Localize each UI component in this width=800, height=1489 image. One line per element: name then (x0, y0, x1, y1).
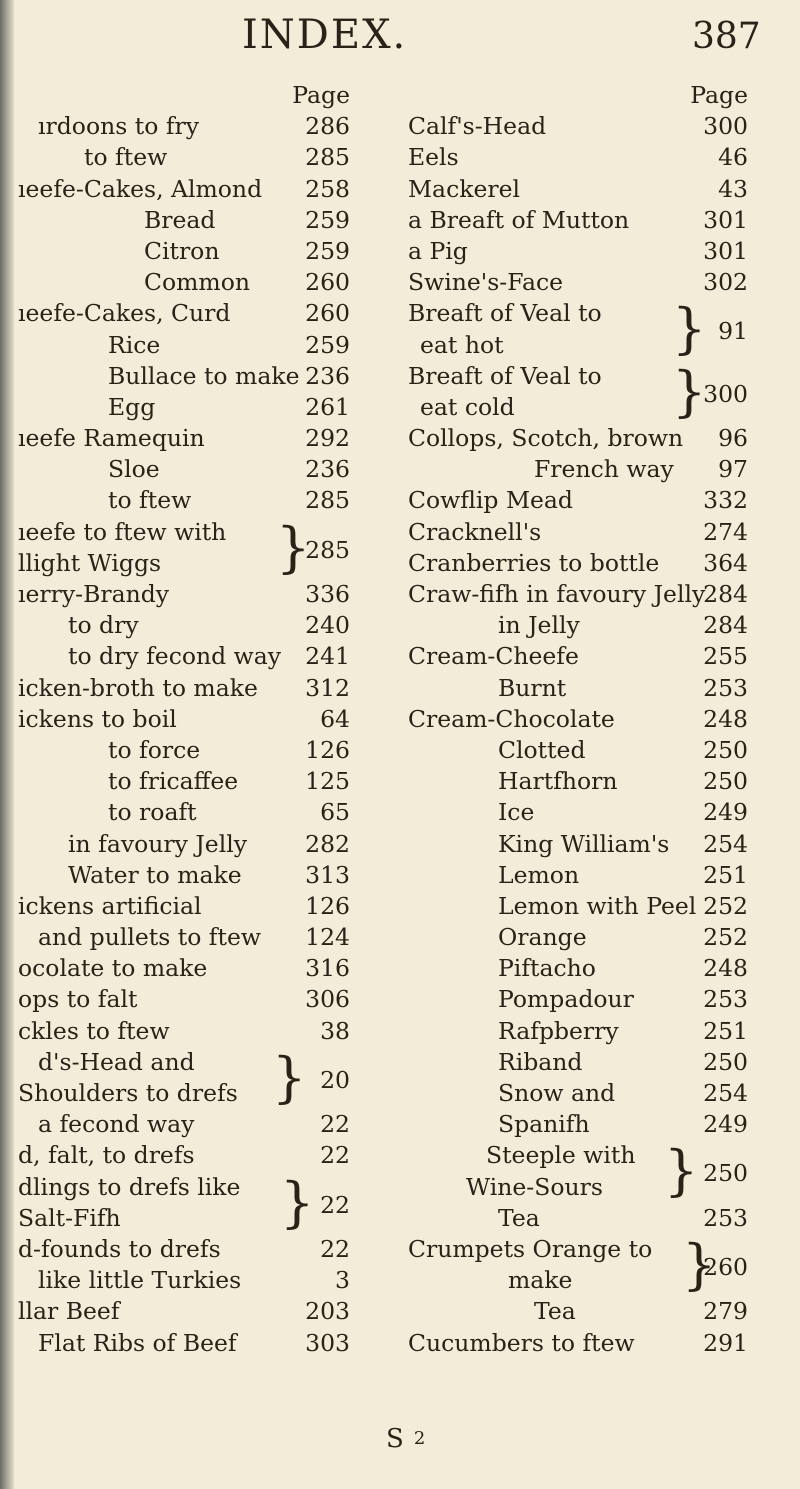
index-entry (18, 641, 350, 672)
entry-text: Pompadour (498, 985, 634, 1014)
entry-text: ırdoons to fry (38, 112, 200, 141)
entry-text: Cowflip Mead (408, 486, 573, 515)
entry-text: Collops, Scotch, brown (408, 424, 684, 453)
index-entry-group (18, 1172, 350, 1234)
index-entry (18, 423, 350, 454)
entry-text: to dry fecond way (68, 642, 282, 671)
entry-text: ops to falt (18, 985, 138, 1014)
page-title: INDEX. (242, 12, 408, 58)
entry-text-line: make (508, 1266, 573, 1295)
entry-text: ickens to boil (18, 704, 177, 733)
index-entry (18, 610, 350, 641)
entry-text: Cream-Chocolate (408, 704, 615, 733)
page-column-label: Page (690, 81, 748, 109)
entry-text: d-founds to drefs (18, 1234, 221, 1263)
entry-page: 240 (305, 611, 350, 640)
index-entry-group (408, 1140, 748, 1202)
entry-text: Cucumbers to ftew (408, 1328, 635, 1357)
index-entry (18, 1234, 350, 1265)
entry-text: Riband (498, 1047, 583, 1076)
index-entry (18, 1140, 350, 1171)
index-entry-group (18, 1047, 350, 1109)
index-entry (408, 142, 748, 173)
index-entry (18, 330, 350, 361)
brace-icon: } (682, 1232, 717, 1296)
index-entry (18, 922, 350, 953)
index-entry (408, 704, 748, 735)
entry-page: 286 (305, 112, 350, 141)
index-entry (18, 1016, 350, 1047)
brace-icon: } (280, 1170, 315, 1234)
entry-page: 260 (305, 299, 350, 328)
index-entry (408, 517, 748, 548)
entry-text: like little Turkies (38, 1266, 242, 1295)
brace-icon: } (672, 359, 707, 423)
index-entry (408, 829, 748, 860)
entry-page: 261 (305, 392, 350, 421)
entry-text: Lemon with Peel (498, 891, 697, 920)
entry-text: ıeefe-Cakes, Curd (18, 299, 231, 328)
entry-page: 126 (305, 735, 350, 764)
entry-page: 316 (305, 954, 350, 983)
entry-text: to fricaffee (108, 767, 239, 796)
entry-text: a fecond way (38, 1110, 195, 1139)
entry-page: 125 (305, 767, 350, 796)
index-entry (408, 579, 748, 610)
entry-text: to roaft (108, 798, 197, 827)
index-entry-group (408, 361, 748, 423)
index-entry (18, 236, 350, 267)
entry-page: 251 (703, 1016, 748, 1045)
entry-text: Tea (498, 1203, 540, 1232)
index-entry-group (408, 1234, 748, 1296)
index-entry (18, 953, 350, 984)
index-entry (18, 205, 350, 236)
entry-page: 285 (305, 535, 350, 564)
index-entry (18, 673, 350, 704)
index-entry (18, 174, 350, 205)
entry-text: in Jelly (498, 611, 580, 640)
entry-page: 259 (305, 205, 350, 234)
entry-text: Bullace to make (108, 361, 300, 390)
index-entry (408, 1328, 748, 1359)
entry-page: 64 (320, 704, 350, 733)
entry-page: 250 (703, 1159, 748, 1188)
entry-text: Spanifh (498, 1110, 590, 1139)
entry-text: Flat Ribs of Beef (38, 1328, 237, 1357)
entry-page: 254 (703, 1079, 748, 1107)
entry-text: Burnt (498, 673, 567, 702)
entry-text-line: Crumpets Orange to (408, 1234, 653, 1263)
entry-text: in favoury Jelly (68, 829, 248, 858)
index-entry (18, 361, 350, 392)
brace-icon: } (664, 1139, 699, 1203)
entry-page: 313 (305, 860, 350, 889)
entry-page: 46 (718, 143, 748, 172)
entry-text-line: Wine-Sours (466, 1172, 603, 1201)
entry-page: 249 (703, 798, 748, 827)
entry-text: Craw-fifh in favoury Jelly (408, 580, 706, 608)
entry-text: Common (144, 268, 250, 297)
index-entry (408, 766, 748, 797)
index-column-right (408, 80, 748, 1359)
index-entry (18, 298, 350, 329)
index-entry (18, 454, 350, 485)
index-entry (408, 111, 748, 142)
index-entry (18, 1265, 350, 1296)
entry-text: Citron (144, 236, 220, 265)
entry-page: 282 (305, 829, 350, 858)
entry-page: 336 (305, 580, 350, 608)
entry-page: 291 (703, 1328, 748, 1357)
entry-text: ocolate to make (18, 954, 208, 983)
entry-page: 303 (305, 1328, 350, 1357)
entry-text: Egg (108, 392, 156, 421)
entry-page: 260 (305, 268, 350, 297)
page-number: 387 (692, 16, 761, 57)
entry-page: 255 (703, 642, 748, 671)
index-entry (18, 735, 350, 766)
index-entry (408, 984, 748, 1015)
entry-page: 38 (320, 1016, 350, 1045)
entry-text-line: d's-Head and (38, 1047, 195, 1076)
entry-page: 254 (703, 829, 748, 858)
index-entry (18, 392, 350, 423)
page-header (0, 12, 800, 72)
entry-text: Tea (534, 1297, 576, 1326)
index-entry (18, 891, 350, 922)
entry-text-line: Breaft of Veal to (408, 299, 602, 328)
entry-page: 253 (703, 985, 748, 1014)
entry-page: 332 (703, 486, 748, 515)
brace-icon: } (276, 515, 311, 579)
entry-text-line: Shoulders to drefs (18, 1079, 238, 1107)
entry-page: 284 (703, 611, 748, 640)
entry-text: ıerry-Brandy (18, 580, 170, 608)
index-entry (18, 704, 350, 735)
entry-page: 364 (703, 548, 748, 577)
entry-text-line: dlings to drefs like (18, 1172, 241, 1201)
entry-page: 96 (718, 424, 748, 453)
entry-text: ckles to ftew (18, 1016, 170, 1045)
entry-text: Mackerel (408, 174, 521, 203)
index-entry (18, 111, 350, 142)
signature-letter: S (386, 1424, 404, 1454)
entry-text: Lemon (498, 860, 580, 889)
index-entry (18, 1109, 350, 1140)
signature-number: 2 (413, 1428, 426, 1449)
entry-text: to force (108, 735, 201, 764)
entry-page: 258 (305, 174, 350, 203)
entry-text: ıeefe Ramequin (18, 424, 205, 453)
index-entry (18, 579, 350, 610)
index-entry (408, 610, 748, 641)
entry-text: Rafpberry (498, 1016, 619, 1045)
entry-page: 3 (335, 1266, 350, 1295)
index-entry (408, 673, 748, 704)
entry-text: to ftew (108, 486, 192, 515)
index-entry (408, 1047, 748, 1078)
index-entry (408, 1078, 748, 1109)
entry-page: 20 (320, 1065, 350, 1094)
entry-text-line: Salt-Fifh (18, 1203, 121, 1232)
entry-page: 306 (305, 985, 350, 1014)
entry-page: 260 (703, 1252, 748, 1281)
entry-text: to ftew (84, 143, 168, 172)
entry-page: 250 (703, 1047, 748, 1076)
entry-page: 279 (703, 1297, 748, 1326)
entry-page: 248 (703, 704, 748, 733)
entry-page: 302 (703, 268, 748, 297)
entry-page: 300 (703, 379, 748, 408)
entry-page: 292 (305, 424, 350, 453)
index-entry (408, 485, 748, 516)
entry-page: 284 (703, 580, 748, 608)
entry-text: Swine's-Face (408, 268, 564, 297)
book-gutter (0, 0, 14, 1489)
index-entry (408, 205, 748, 236)
entry-page: 22 (320, 1141, 350, 1170)
entry-text: Bread (144, 205, 216, 234)
entry-page: 124 (305, 923, 350, 952)
entry-page: 301 (703, 236, 748, 265)
index-entry (408, 174, 748, 205)
entry-page: 274 (703, 517, 748, 546)
index-entry (408, 922, 748, 953)
entry-text: Cream-Cheefe (408, 642, 579, 671)
index-entry (408, 267, 748, 298)
entry-text-line: Breaft of Veal to (408, 361, 602, 390)
index-entry (18, 797, 350, 828)
brace-icon: } (272, 1045, 307, 1109)
index-entry (408, 953, 748, 984)
index-entry (18, 485, 350, 516)
entry-text: ickens artificial (18, 891, 202, 920)
entry-page: 91 (718, 317, 748, 346)
entry-text: Calf's-Head (408, 112, 547, 141)
entry-page: 43 (718, 174, 748, 203)
entry-page: 259 (305, 330, 350, 359)
index-entry (18, 860, 350, 891)
index-column-left (18, 80, 350, 1359)
entry-text-line: eat cold (420, 392, 515, 421)
entry-text: a Breaft of Mutton (408, 205, 630, 234)
index-entry (18, 829, 350, 860)
page-signature (386, 1424, 425, 1454)
entry-page: 22 (320, 1234, 350, 1263)
entry-page: 22 (320, 1190, 350, 1219)
entry-page: 248 (703, 954, 748, 983)
entry-page: 250 (703, 735, 748, 764)
index-entry (408, 735, 748, 766)
index-entry (408, 236, 748, 267)
index-entry (408, 797, 748, 828)
index-entry (408, 548, 748, 579)
entry-text: King William's (498, 829, 670, 858)
entry-text: icken-broth to make (18, 673, 258, 702)
entry-page: 253 (703, 673, 748, 702)
index-entry (408, 891, 748, 922)
entry-text: and pullets to ftew (38, 923, 261, 952)
entry-text: Eels (408, 143, 459, 172)
entry-page: 285 (305, 143, 350, 172)
index-entry (18, 984, 350, 1015)
brace-icon: } (672, 297, 707, 361)
entry-text-line: ıeefe to ftew with (18, 517, 227, 546)
index-entry (18, 142, 350, 173)
index-entry (408, 1109, 748, 1140)
entry-page: 285 (305, 486, 350, 515)
entry-page: 97 (718, 455, 748, 484)
entry-page: 249 (703, 1110, 748, 1139)
entry-text: French way (534, 455, 674, 484)
entry-text: Ice (498, 798, 535, 827)
entry-text: llar Beef (18, 1297, 120, 1326)
entry-text: Hartfhorn (498, 767, 618, 796)
entry-page: 241 (305, 642, 350, 671)
entry-text: Cranberries to bottle (408, 548, 660, 577)
entry-text: Cracknell's (408, 517, 542, 546)
index-entry (18, 766, 350, 797)
entry-page: 126 (305, 891, 350, 920)
entry-page: 250 (703, 767, 748, 796)
entry-text: Snow and (498, 1079, 616, 1107)
entry-page: 253 (703, 1203, 748, 1232)
page-column-label: Page (292, 81, 350, 109)
index-entry (408, 1203, 748, 1234)
index-entry-group (18, 517, 350, 579)
entry-page: 300 (703, 112, 748, 141)
index-entry (408, 454, 748, 485)
entry-text: d, falt, to drefs (18, 1141, 195, 1170)
entry-text: Clotted (498, 735, 586, 764)
entry-page: 251 (703, 860, 748, 889)
entry-text: to dry (68, 611, 139, 640)
index-entry (18, 1296, 350, 1327)
entry-page: 22 (320, 1110, 350, 1139)
entry-text-line: Steeple with (486, 1141, 636, 1170)
entry-page: 301 (703, 205, 748, 234)
entry-page: 252 (703, 891, 748, 920)
entry-text: Piftacho (498, 954, 596, 983)
entry-text: Orange (498, 923, 587, 952)
index-entry-group (408, 298, 748, 360)
entry-page: 236 (305, 455, 350, 484)
index-entry (408, 423, 748, 454)
entry-text-line: eat hot (420, 330, 504, 359)
entry-text: Water to make (68, 860, 242, 889)
entry-page: 65 (320, 798, 350, 827)
entry-text: ıeefe-Cakes, Almond (18, 174, 263, 203)
entry-page: 252 (703, 923, 748, 952)
index-entry (18, 267, 350, 298)
entry-page: 259 (305, 236, 350, 265)
entry-text: Sloe (108, 455, 160, 484)
entry-text: Rice (108, 330, 161, 359)
index-entry (408, 1016, 748, 1047)
entry-page: 236 (305, 361, 350, 390)
entry-text-line: llight Wiggs (18, 548, 162, 577)
index-entry (408, 1296, 748, 1327)
index-entry (408, 860, 748, 891)
entry-page: 312 (305, 673, 350, 702)
index-entry (18, 1328, 350, 1359)
entry-text: a Pig (408, 236, 468, 265)
entry-page: 203 (305, 1297, 350, 1326)
index-entry (408, 641, 748, 672)
